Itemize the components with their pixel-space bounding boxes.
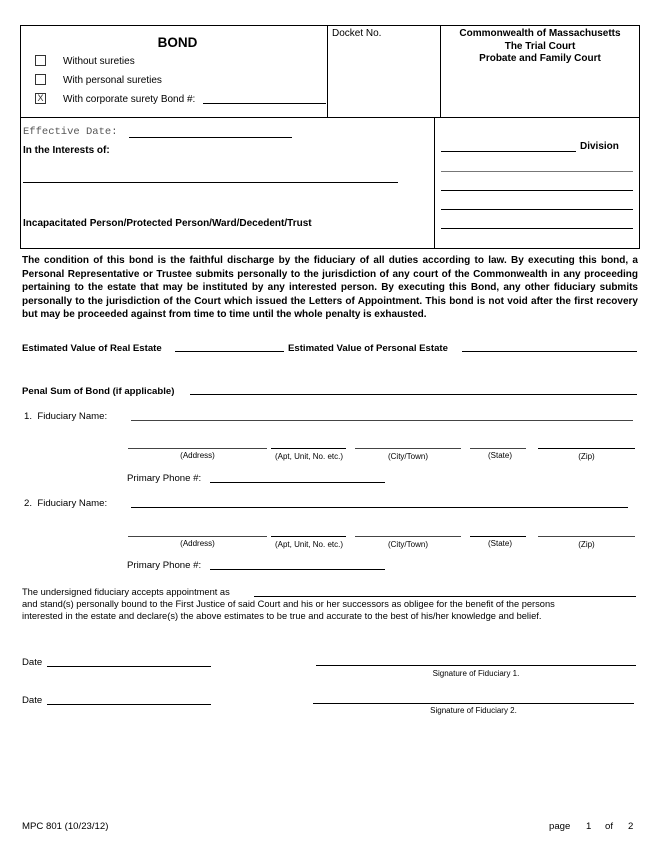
page-total: 2: [628, 821, 634, 832]
form-title: BOND: [157, 35, 198, 50]
fiduciary-2-apt-caption: (Apt, Unit, No. etc.): [274, 540, 344, 549]
date-2-field[interactable]: [47, 704, 211, 705]
division-field[interactable]: [441, 151, 576, 152]
signature-2-field[interactable]: [313, 703, 634, 704]
case-box-divider: [434, 117, 435, 249]
signature-1-caption: Signature of Fiduciary 1.: [432, 669, 520, 678]
checkbox-corporate-surety[interactable]: X: [35, 93, 46, 104]
signature-1-field[interactable]: [316, 665, 636, 666]
docket-label: Docket No.: [332, 28, 382, 39]
division-label: Division: [580, 141, 619, 152]
penal-sum-field[interactable]: [190, 394, 637, 395]
court-name-line2: The Trial Court: [504, 40, 576, 52]
effective-date-label: Effective Date:: [23, 126, 118, 138]
court-address-line-3[interactable]: [441, 209, 633, 210]
checkbox-personal-sureties[interactable]: [35, 74, 46, 85]
fiduciary-1-address-caption: (Address): [180, 451, 215, 460]
interests-label: In the Interests of:: [23, 145, 110, 156]
fiduciary-1-city-caption: (City/Town): [387, 452, 428, 461]
option-without-sureties-label: Without sureties: [63, 56, 135, 67]
fiduciary-2-state-field[interactable]: [470, 536, 526, 537]
personal-estate-value-field[interactable]: [462, 351, 637, 352]
form-id: MPC 801 (10/23/12): [22, 821, 109, 832]
fiduciary-2-state-caption: (State): [487, 539, 512, 548]
personal-estate-label: Estimated Value of Personal Estate: [288, 343, 448, 354]
fiduciary-1-name-field[interactable]: [131, 420, 633, 421]
acceptance-line-2: and stand(s) personally bound to the First Justice of said Court and his or her successors as obligee for the benefit of the persons: [22, 599, 555, 609]
fiduciary-1-state-caption: (State): [487, 451, 512, 460]
page-number: 1: [586, 821, 592, 832]
fiduciary-2-city-field[interactable]: [355, 536, 461, 537]
fiduciary-1-address-field[interactable]: [128, 448, 267, 449]
fiduciary-2-zip-caption: (Zip): [578, 540, 595, 549]
interests-name-field[interactable]: [23, 182, 398, 183]
penal-sum-label: Penal Sum of Bond (if applicable): [22, 386, 175, 397]
fiduciary-1-state-field[interactable]: [470, 448, 526, 449]
of-label: of: [605, 821, 614, 832]
fiduciary-2-phone-label: Primary Phone #:: [127, 560, 202, 571]
date-2-label: Date: [22, 695, 43, 706]
effective-date-field[interactable]: [129, 137, 292, 138]
court-address-line-4[interactable]: [441, 228, 633, 229]
real-estate-value-field[interactable]: [175, 351, 284, 352]
fiduciary-1-phone-label: Primary Phone #:: [127, 473, 202, 484]
fiduciary-1-apt-field[interactable]: [271, 448, 346, 449]
checkbox-without-sureties[interactable]: [35, 55, 46, 66]
court-name-line3: Probate and Family Court: [479, 53, 601, 64]
fiduciary-2-address-field[interactable]: [128, 536, 267, 537]
date-1-label: Date: [22, 657, 43, 668]
fiduciary-2-name-field[interactable]: [131, 507, 628, 508]
fiduciary-1-name-label: 1. Fiduciary Name:: [24, 411, 108, 422]
party-type-label: Incapacitated Person/Protected Person/Ward/Decedent/Trust: [23, 218, 312, 229]
appointment-as-field[interactable]: [254, 596, 636, 597]
date-1-field[interactable]: [47, 666, 211, 667]
fiduciary-2-phone-field[interactable]: [210, 569, 385, 570]
fiduciary-1-city-field[interactable]: [355, 448, 461, 449]
court-address-line-2[interactable]: [441, 190, 633, 191]
fiduciary-2-apt-field[interactable]: [271, 536, 346, 537]
fiduciary-1-phone-field[interactable]: [210, 482, 385, 483]
fiduciary-1-zip-caption: (Zip): [578, 452, 595, 461]
fiduciary-2-city-caption: (City/Town): [387, 540, 428, 549]
fiduciary-2-name-label: 2. Fiduciary Name:: [24, 498, 108, 509]
fiduciary-1-zip-field[interactable]: [538, 448, 635, 449]
condition-paragraph: The condition of this bond is the faithful discharge by the fiduciary of all duties according to law. By executing this bond, a Personal Representative or Trustee submits personally to the jurisdiction of any court of the Commonwealth in any proceeding pertaining to the estate that may be instituted by any interested person. By executing this Bond, any other fiduciary submits personally to the jurisdiction of the Court which issued the Letters of Appointment. This bond is not void after the first recovery but may be proceeded against from time to time until the whole penalty is exhausted.: [22, 255, 638, 321]
docket-number-field[interactable]: [332, 45, 432, 46]
page-label: page: [549, 821, 571, 832]
real-estate-label: Estimated Value of Real Estate: [22, 343, 162, 354]
option-corporate-surety-label: With corporate surety Bond #:: [63, 94, 196, 105]
signature-2-caption: Signature of Fiduciary 2.: [430, 706, 517, 715]
acceptance-line-1: The undersigned fiduciary accepts appointment as: [22, 587, 230, 597]
option-personal-sureties-label: With personal sureties: [63, 75, 162, 86]
bond-number-field[interactable]: [203, 103, 326, 104]
acceptance-line-3: interested in the estate and declare(s) the above estimates to be true and accurate to the best of his/her knowledge and belief.: [22, 611, 542, 621]
court-name-line1: Commonwealth of Massachusetts: [459, 28, 621, 39]
fiduciary-1-apt-caption: (Apt, Unit, No. etc.): [274, 452, 344, 461]
fiduciary-2-address-caption: (Address): [180, 539, 215, 548]
fiduciary-2-zip-field[interactable]: [538, 536, 635, 537]
court-address-line-1[interactable]: [441, 171, 633, 172]
